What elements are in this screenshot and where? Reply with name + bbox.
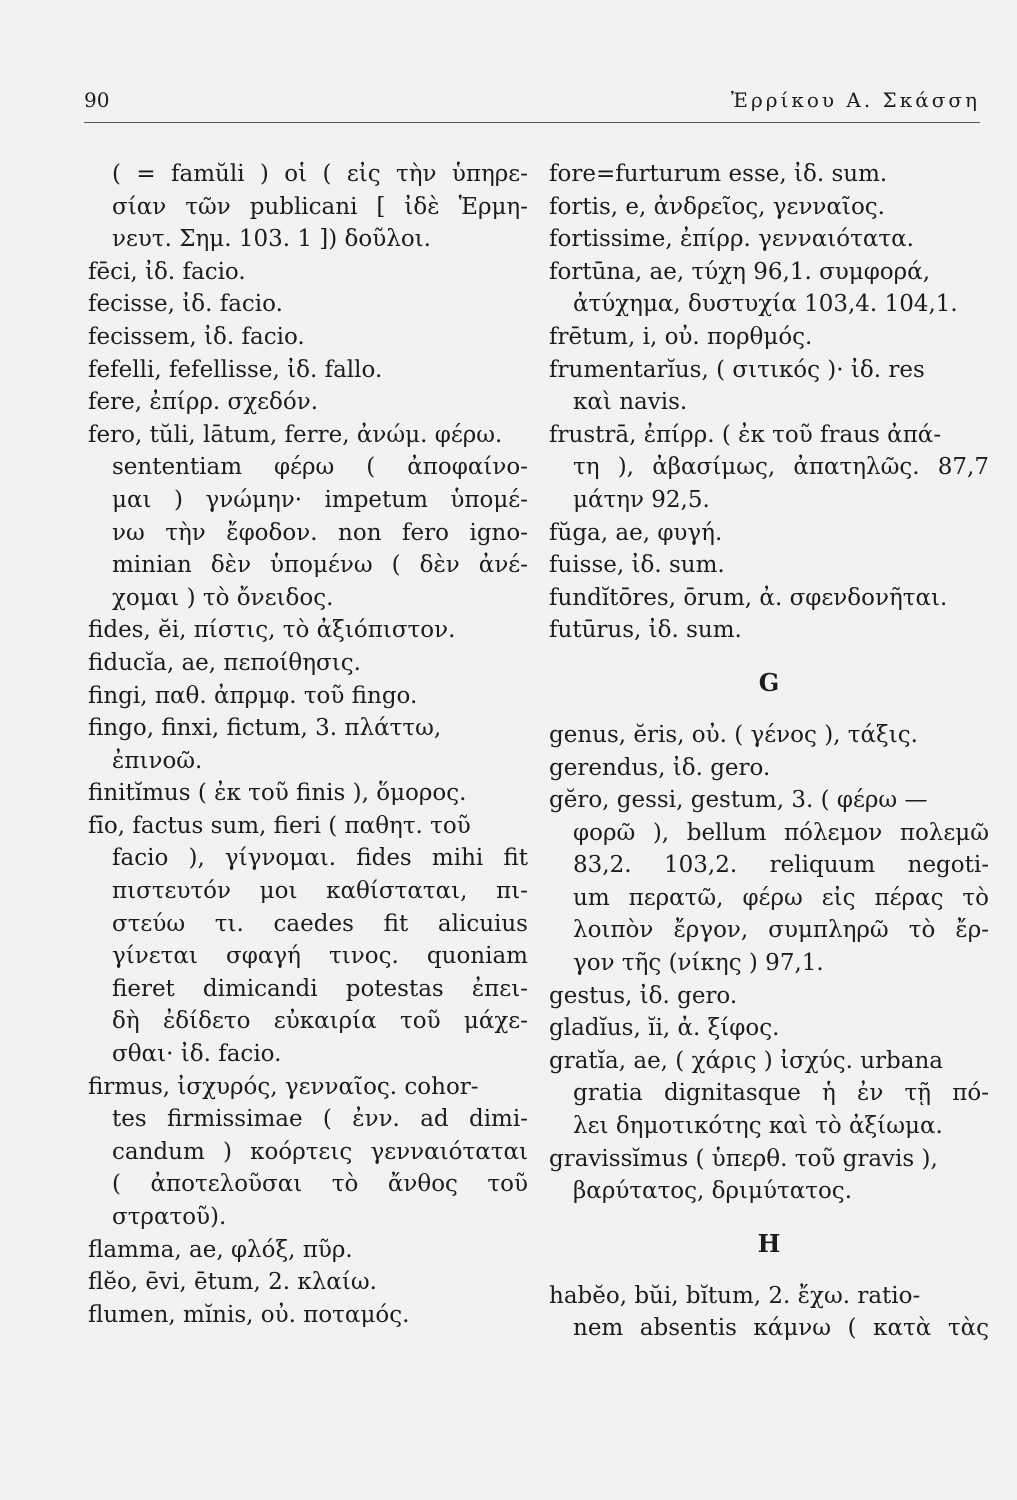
entry-continuation-line: βαρύτατος, δριμύτατος. [573, 1178, 852, 1205]
entry-line: gĕro, gessi, gestum, 3. ( φέρω — [549, 787, 928, 814]
entry-continuation-line: ἐπινοῶ. [112, 747, 203, 774]
entry-continuation-line: tes firmissimae ( ἐνν. ad dimi- [112, 1106, 528, 1133]
right-column [549, 158, 989, 1345]
entry-line: fore=furturum esse, ἰδ. sum. [549, 161, 888, 187]
entry-line: firmus, ἰσχυρός, γενναῖος. cohor- [88, 1073, 479, 1100]
entry-continuation-line: μαι ) γνώμην· impetum ὑπομέ- [112, 486, 528, 513]
entry-continuation-line: σίαν τῶν publicani [ ἰδὲ Ἑρμη- [112, 193, 528, 220]
entry-continuation-line: γον τῆς (νίκης ) 97,1. [573, 950, 824, 977]
entry-line: fortissime, ἐπίρρ. γενναιότατα. [549, 226, 914, 253]
entry-line: fides, ĕi, πίστις, τὸ ἀξιόπιστον. [88, 617, 456, 644]
entry-line: flamma, ae, φλόξ, πῦρ. [88, 1236, 353, 1263]
entry-line: fecisse, ἰδ. facio. [88, 291, 283, 318]
entry-line: gladĭus, ĭi, ἀ. ξίφος. [549, 1015, 780, 1042]
entry-line: gerendus, ἰδ. gero. [549, 754, 771, 781]
entry-line: genus, ĕris, οὐ. ( γένος ), τάξις. [549, 721, 918, 748]
entry-line: fefelli, fefellisse, ἰδ. fallo. [88, 356, 383, 383]
entry-line: fundĭtōres, ōrum, ἀ. σφενδονῆται. [549, 584, 948, 611]
section-heading: H [757, 1228, 781, 1258]
entry-continuation-line: χομαι ) τὸ ὄνειδος. [112, 584, 334, 611]
entry-line: fortūna, ae, τύχη 96,1. συμφορά, [549, 258, 931, 285]
section-heading: G [758, 667, 780, 697]
entry-line: fēci, ἰδ. facio. [88, 258, 246, 285]
entry-continuation-line: νω τὴν ἔφοδον. non fero igno- [112, 519, 528, 546]
entry-continuation-line: fieret dimicandi potestas ἐπει- [112, 975, 528, 1002]
entry-continuation-line: λοιπὸν ἔργον, συμπληρῶ τὸ ἔρ- [573, 917, 989, 944]
entry-continuation-line: gratia dignitasque ἡ ἐν τῇ πό- [573, 1080, 989, 1107]
entry-continuation-line: πιστευτόν μοι καθίσταται, πι- [112, 878, 528, 905]
entry-continuation-line: 83,2. 103,2. reliquum negoti- [573, 852, 989, 879]
entry-continuation-line: minian δὲν ὑπομένω ( δὲν ἀνέ- [112, 552, 528, 579]
entry-line: flĕo, ēvi, ētum, 2. κλαίω. [88, 1269, 377, 1296]
entry-continuation-line: φορῶ ), bellum πόλεμον πολεμῶ [573, 819, 989, 846]
entry-line: gestus, ἰδ. gero. [549, 982, 738, 1009]
entry-continuation-line: τη ), ἀβασίμως, ἀπατηλῶς. 87,7 [573, 454, 989, 481]
entry-line: frētum, i, οὐ. πορθμός. [549, 323, 813, 350]
left-column [88, 158, 528, 1331]
entry-line: fŭga, ae, φυγή. [549, 519, 723, 546]
entry-line: flumen, mĭnis, οὐ. ποταμός. [88, 1301, 410, 1328]
entry-continuation-line: καὶ navis. [573, 389, 688, 416]
entry-continuation-line: δὴ ἐδίδετο εὐκαιρία τοῦ μάχε- [112, 1008, 528, 1035]
entry-line: frumentarĭus, ( σιτικός )· ἰδ. res [549, 356, 925, 383]
entry-line: fuisse, ἰδ. sum. [549, 552, 725, 579]
entry-line: fecissem, ἰδ. facio. [88, 323, 305, 350]
entry-continuation-line: nem absentis κάμνω ( κατὰ τὰς [573, 1315, 989, 1342]
entry-continuation-line: facio ), γίγνομαι. fides mihi fit [112, 845, 528, 872]
entry-line: fīo, factus sum, fieri ( παθητ. τοῦ [88, 812, 471, 839]
entry-line: futūrus, ἰδ. sum. [549, 617, 742, 644]
entry-line: fingi, παθ. ἀπρμφ. τοῦ fingo. [88, 682, 418, 709]
entry-line: habĕo, bŭi, bĭtum, 2. ἔχω. ratio- [549, 1282, 921, 1309]
entry-continuation-line: um περατῶ, φέρω εἰς πέρας τὸ [573, 884, 989, 911]
running-title: Ἐρρίκου Α. Σκάσση [730, 88, 980, 112]
entry-continuation-line: γίνεται σφαγή τινος. quoniam [112, 943, 528, 970]
entry-continuation-line: sententiam φέρω ( ἀποφαίνο- [112, 454, 528, 481]
entry-continuation-line: στρατοῦ). [112, 1204, 227, 1230]
entry-line: gratĭa, ae, ( χάρις ) ἰσχύς. urbana [549, 1047, 943, 1074]
entry-continuation-line: σθαι· ἰδ. facio. [112, 1041, 282, 1068]
entry-line: fingo, finxi, fictum, 3. πλάττω, [88, 715, 442, 742]
entry-continuation-line: μάτην 92,5. [573, 486, 710, 513]
entry-line: gravissĭmus ( ὑπερθ. τοῦ gravis ), [549, 1145, 938, 1172]
entry-continuation-line: λει δημοτικότης καὶ τὸ ἀξίωμα. [573, 1113, 943, 1140]
entry-line: fero, tŭli, lātum, ferre, ἀνώμ. φέρω. [88, 421, 503, 448]
entry-line: fere, ἐπίρρ. σχεδόν. [88, 389, 319, 416]
entry-continuation-line: candum ) κοόρτεις γενναιόταται [112, 1138, 528, 1165]
entry-line: frustrā, ἐπίρρ. ( ἐκ τοῦ fraus ἀπά- [549, 421, 942, 448]
entry-line: fiducĭa, ae, πεποίθησις. [88, 649, 361, 676]
page-header [84, 88, 980, 123]
entry-continuation-line: ἀτύχημα, δυστυχία 103,4. 104,1. [573, 291, 958, 318]
entry-continuation-line: στεύω τι. caedes fit alicuius [112, 910, 528, 937]
entry-line: fortis, e, ἀνδρεῖος, γενναῖος. [549, 193, 885, 220]
page-number: 90 [84, 88, 110, 112]
entry-continuation-line: νευτ. Σημ. 103. 1 ]) δοῦλοι. [112, 226, 431, 253]
entry-continuation-line: ( ἀποτελοῦσαι τὸ ἄνθος τοῦ [112, 1171, 528, 1198]
entry-line: finitĭmus ( ἐκ τοῦ finis ), ὅμορος. [88, 780, 467, 807]
entry-continuation-line: ( = famŭli ) οἱ ( εἰς τὴν ὑπηρε- [112, 161, 528, 187]
